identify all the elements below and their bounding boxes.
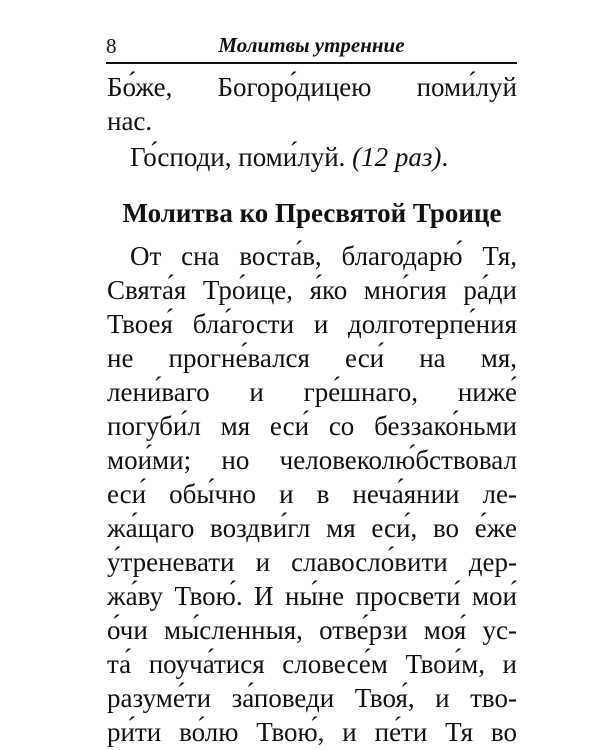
prayer-line: ри́ти во́лю Твою́, и пе́ти Тя во — [107, 717, 517, 747]
prayer-line: погуби́л мя еси́ со беззако́ньми — [107, 411, 517, 441]
prayer-line: Свята́я Тро́ице, я́ко мно́гия ра́ди — [107, 275, 517, 305]
prayer-line: От сна воста́в, благодарю́ Тя, — [130, 241, 517, 271]
prayer-line: лени́ваго и гре́шнаго, ниже́ — [107, 377, 517, 407]
prayer-line: мои́ми; но человеколю́бствовал — [107, 445, 517, 475]
text-fragment: . — [441, 142, 449, 172]
prayer-line: еси́ обы́чно и в неча́янии ле- — [107, 479, 517, 509]
text-line: нас. — [107, 106, 153, 136]
prayer-line: жа́ву Твою́. И ны́не просвети́ мои́ — [107, 581, 517, 611]
text-fragment: Го́споди, поми́луй. — [130, 142, 346, 172]
prayer-line: жа́щаго воздви́гл мя еси́, во е́же — [107, 513, 517, 543]
page-number: 8 — [106, 34, 117, 58]
prayer-line: та́ поуча́тися словесе́м Твои́м, и — [107, 649, 517, 679]
prayer-line: не прогне́вался еси́ на мя, — [107, 343, 517, 373]
prayer-line: о́чи мы́сленныя, отве́рзи моя́ ус- — [107, 615, 517, 645]
page-header — [106, 20, 517, 64]
repetition-note: (12 раз) — [352, 142, 442, 172]
running-title: Молитвы утренние — [218, 33, 405, 57]
prayer-title: Молитва ко Пресвятой Троице — [122, 198, 502, 228]
text-line — [130, 140, 517, 174]
prayer-line: Твоея́ бла́гости и долготерпе́ния — [107, 309, 517, 339]
prayer-line: у́треневати и славосло́вити дер- — [107, 547, 517, 577]
prayer-line: разуме́ти за́поведи Твоя́, и тво- — [107, 683, 517, 713]
text-line: Бо́же, Богоро́дицею поми́луй — [107, 72, 517, 102]
